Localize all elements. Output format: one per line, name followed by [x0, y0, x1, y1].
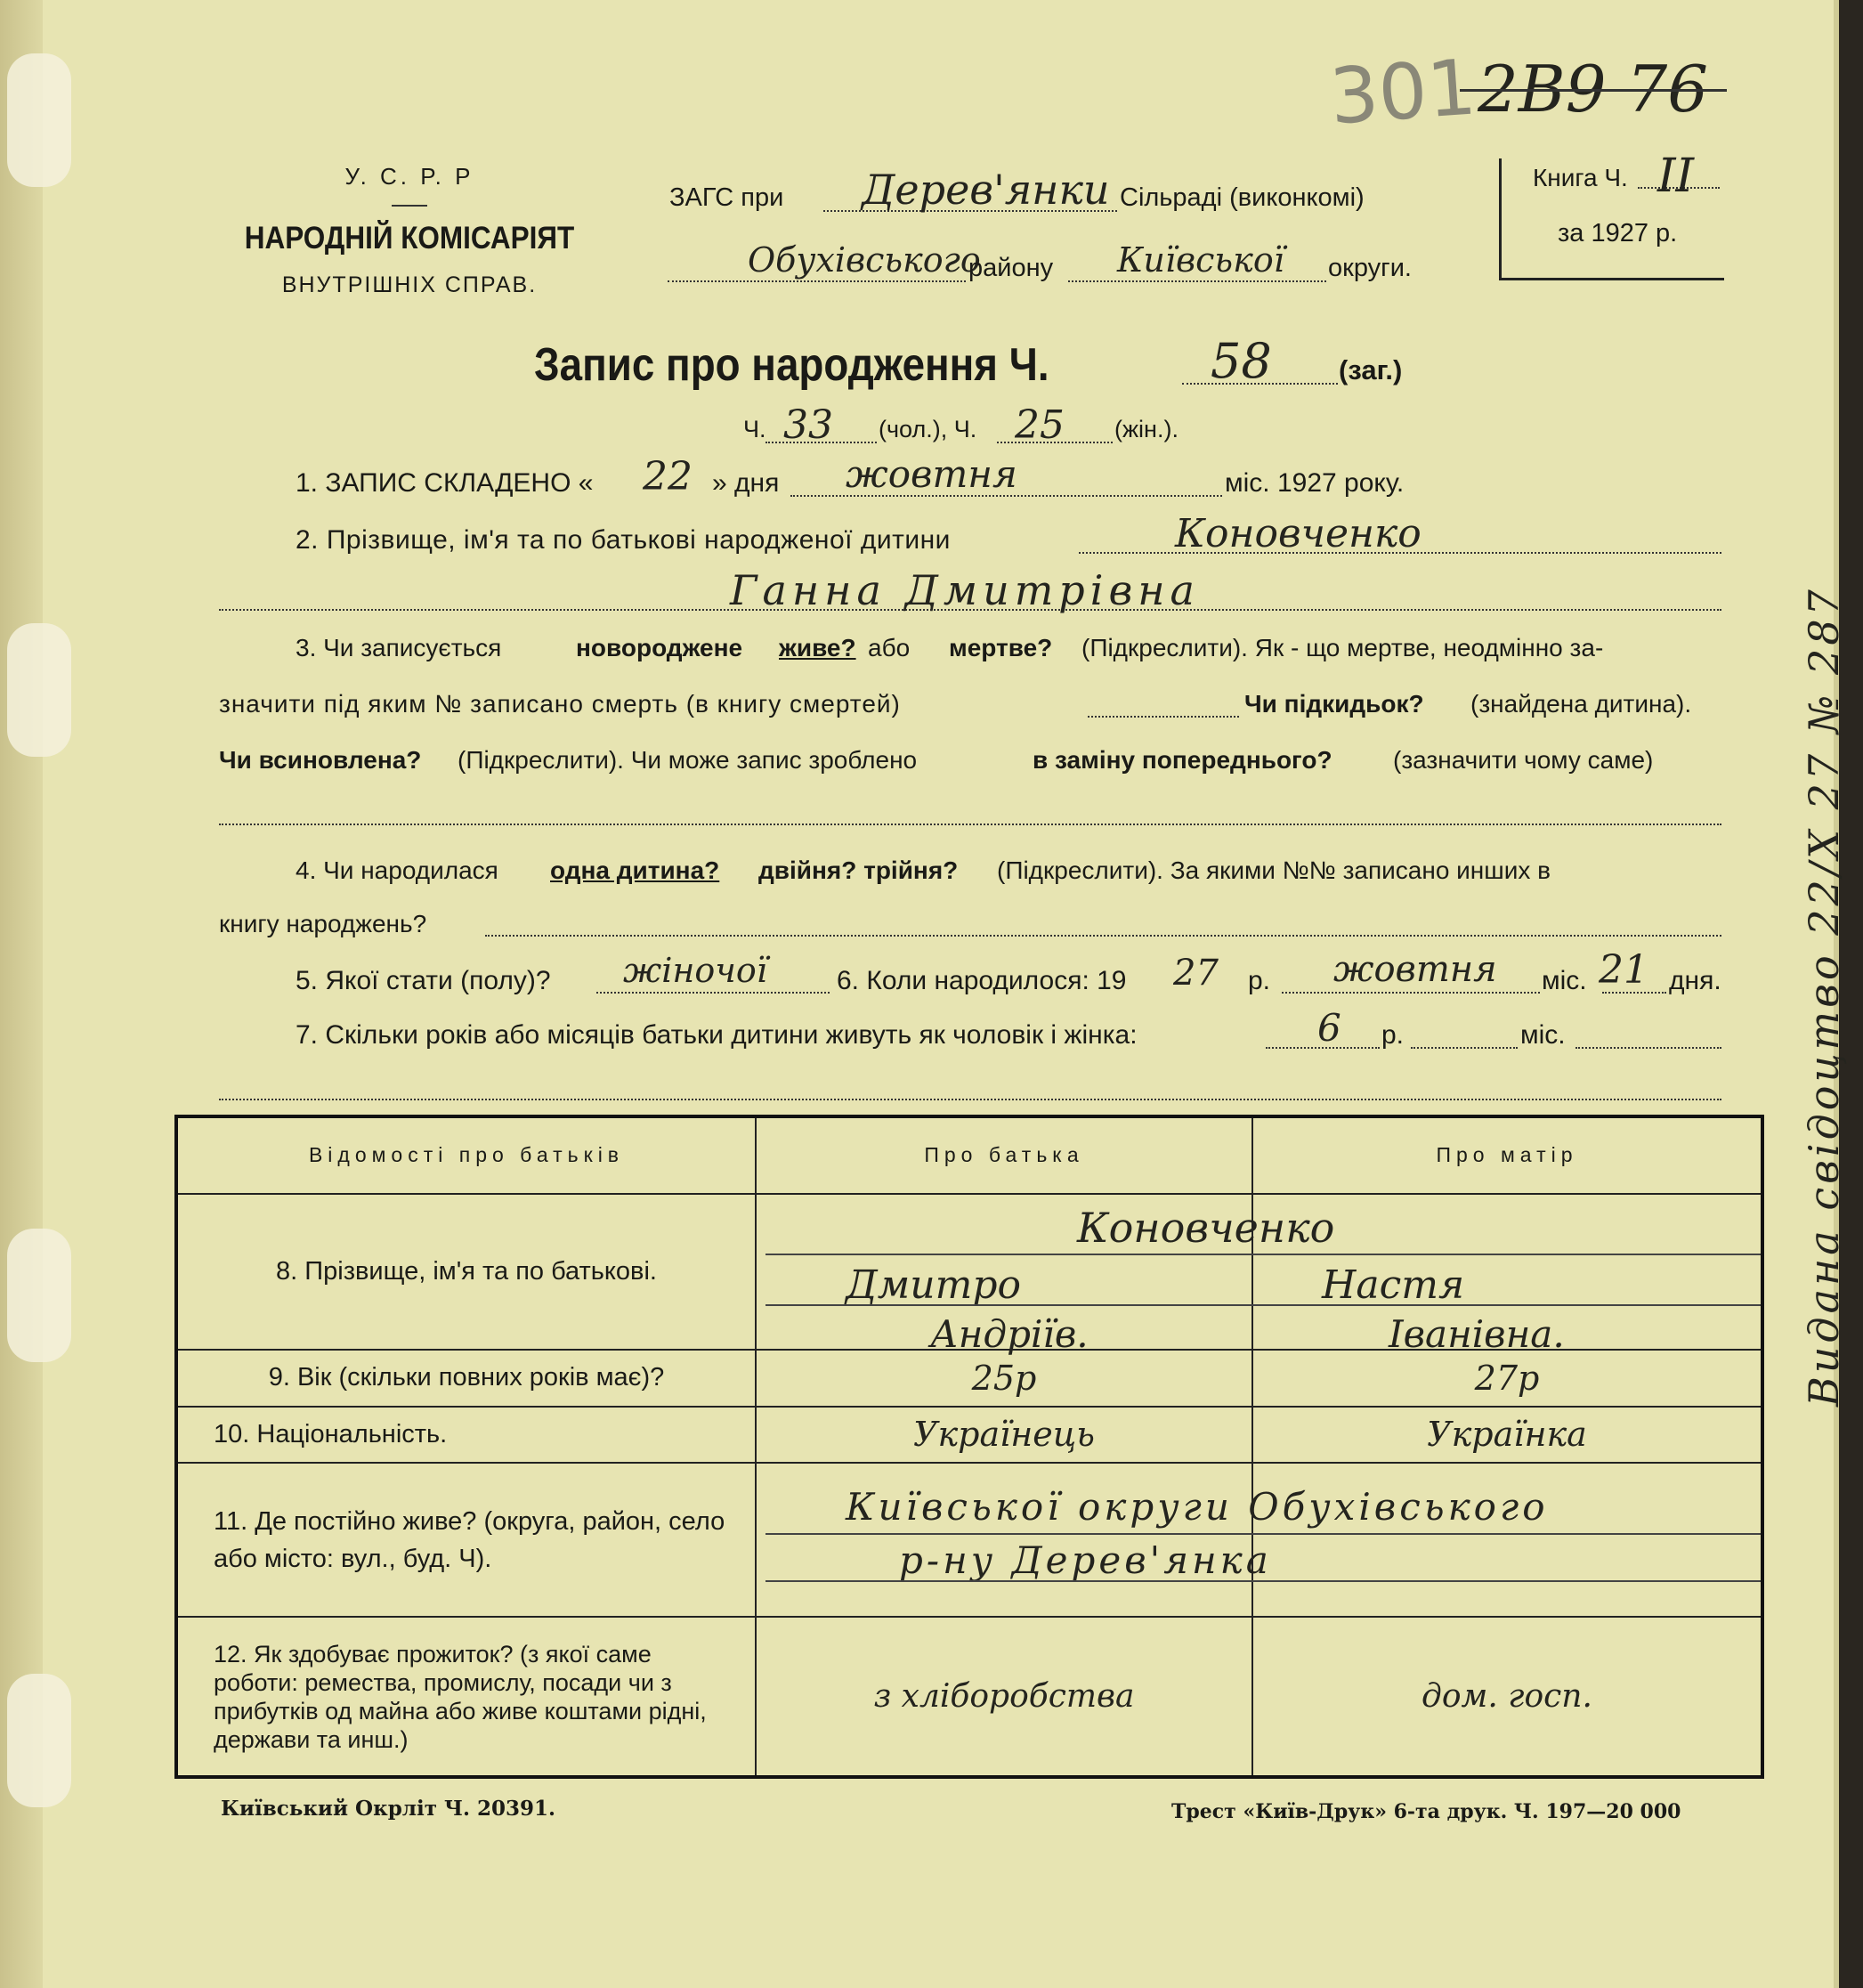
row-divider	[765, 1580, 1761, 1582]
side-note: Видана свідоцтво 22/Х 27 № 287	[1800, 586, 1848, 1407]
item3-text: значити під яким № записано смерть (в книгу смертей)	[219, 690, 901, 718]
raion-label: району	[968, 254, 1054, 282]
item6-r: р.	[1248, 966, 1271, 995]
item7-r: р.	[1381, 1020, 1405, 1050]
department-name: ВНУТРІШНІХ СПРАВ.	[281, 272, 538, 297]
binding-hole	[7, 1674, 71, 1807]
address-line-2: р-ну Дерев'янка	[899, 1538, 1272, 1582]
male-number: 33	[783, 402, 833, 448]
binding-hole	[7, 623, 71, 757]
item4-text: (Підкреслити). За якими №№ записано инших в	[997, 856, 1551, 884]
item3-text: (Підкреслити). Чи може запис зроблено	[458, 746, 918, 774]
birth-year-digits: 27	[1173, 953, 1219, 994]
item6-dnia: дня.	[1669, 966, 1721, 995]
book-label: Книга Ч.	[1533, 164, 1628, 191]
item3-alive-option: живе?	[779, 634, 856, 661]
item3-text: Чи всиновлена?	[219, 746, 422, 774]
item3-text: в заміну попереднього?	[1033, 746, 1332, 774]
female-label: (жін.).	[1114, 416, 1179, 442]
archive-pencil-number: 301	[1326, 43, 1479, 142]
book-year: за 1927 р.	[1558, 219, 1678, 247]
dotted-line	[668, 280, 966, 282]
item5-label: 5. Якої стати (полу)?	[296, 966, 551, 995]
child-name: Ганна Дмитрівна	[730, 566, 1200, 614]
document-title: Запис про народження Ч.	[534, 339, 1049, 391]
item1-month: жовтня	[846, 452, 1017, 496]
marriage-years: 6	[1317, 1006, 1341, 1050]
record-number: 58	[1211, 333, 1272, 389]
table-row-label: 10. Національність.	[176, 1407, 756, 1463]
father-occupation: з хліборобства	[756, 1617, 1252, 1777]
row-divider	[765, 1533, 1761, 1535]
dotted-line	[219, 824, 1721, 825]
child-sex: жіночої	[623, 951, 767, 990]
row-divider	[765, 1254, 1761, 1255]
item7-mis: міс.	[1520, 1020, 1566, 1050]
parents-surname: Коновченко	[1077, 1204, 1335, 1252]
birth-day: 21	[1599, 947, 1648, 993]
dotted-line	[1282, 992, 1540, 994]
item1-label: 1. ЗАПИС СКЛАДЕНО «	[296, 468, 594, 498]
male-prefix: Ч.	[743, 416, 766, 442]
father-first-name: Дмитро	[846, 1262, 1021, 1308]
okruha-label: округи.	[1328, 254, 1412, 282]
row-divider	[765, 1304, 1761, 1306]
binding-hole	[7, 1229, 71, 1362]
table-row-label: 9. Вік (скільки повних років має)?	[176, 1350, 756, 1406]
divider	[392, 205, 427, 207]
item1-day: 22	[643, 454, 693, 499]
mother-patronymic: Іванівна.	[1389, 1312, 1565, 1356]
book-number: II	[1657, 150, 1695, 203]
table-row-label: 12. Як здобуває прожиток? (з якої саме роботи: ремества, промислу, посади чи з прибутків од майна або живе коштами рідні, держави та инш.)	[176, 1617, 756, 1777]
item3-text: мертве?	[949, 634, 1053, 661]
mother-occupation: дом. госп.	[1252, 1617, 1762, 1777]
zags-prefix: ЗАГС при	[669, 183, 784, 212]
dotted-line	[219, 1099, 1721, 1100]
footer-left: Київський Окрліт Ч. 20391.	[221, 1797, 556, 1821]
item3-text: (Підкреслити). Як - що мертве, неодмінно за-	[1081, 634, 1604, 661]
table-header: Про батька	[756, 1116, 1252, 1194]
item3-text: або	[868, 634, 911, 661]
table-row-label: 8. Прізвище, ім'я та по батькові.	[176, 1194, 756, 1351]
male-label: (чол.), Ч.	[879, 416, 977, 442]
republic-name: У. С. Р. Р	[344, 163, 474, 190]
female-number: 25	[1015, 402, 1065, 448]
child-surname: Коновченко	[1175, 511, 1422, 556]
dotted-line	[485, 935, 1721, 937]
table-header: Про матір	[1252, 1116, 1762, 1194]
commissariat-name: НАРОДНІЙ КОМІСАРІЯТ	[244, 221, 575, 256]
item4-single-option: одна дитина?	[550, 856, 720, 884]
record-suffix: (заг.)	[1339, 354, 1403, 385]
item6-label: 6. Коли народилося: 19	[837, 966, 1127, 995]
item3-text: новороджене	[576, 634, 743, 661]
council-suffix: Сільраді (виконкомі)	[1120, 183, 1365, 212]
item1-mid: » дня	[712, 468, 780, 498]
parents-table	[174, 1115, 1764, 1779]
father-patronymic: Андріїв.	[930, 1312, 1089, 1356]
strike-line	[1460, 89, 1727, 92]
item1-tail: міс. 1927 року.	[1225, 468, 1405, 498]
okruha-value: Київської	[1117, 240, 1284, 280]
item6-mis: міс.	[1542, 966, 1587, 995]
dotted-line	[1088, 716, 1239, 718]
item3-text: (знайдена дитина).	[1470, 690, 1692, 718]
dotted-line	[596, 992, 830, 994]
item3-text: Чи підкидьок?	[1244, 690, 1424, 718]
item3-text: 3. Чи записується	[296, 634, 502, 661]
dotted-line	[1575, 1047, 1721, 1049]
mother-nationality: Українка	[1252, 1407, 1762, 1463]
item2-label: 2. Прізвище, ім'я та по батькові народженої дитини	[296, 525, 951, 555]
item4-text: двійня? трійня?	[758, 856, 959, 884]
dotted-line	[1411, 1047, 1518, 1049]
dotted-line	[1068, 280, 1326, 282]
table-header: Відомості про батьків	[176, 1116, 756, 1194]
footer-right: Трест «Київ-Друк» 6-та друк. Ч. 197—20 000	[1171, 1800, 1681, 1823]
item4-text: 4. Чи народилася	[296, 856, 498, 884]
birth-month: жовтня	[1333, 949, 1497, 990]
archive-ink-number: 2В9 76	[1478, 52, 1709, 126]
mother-first-name: Настя	[1322, 1262, 1465, 1308]
council-value: Дерев'янки	[862, 166, 1110, 214]
item3-text: (зазначити чому саме)	[1393, 746, 1654, 774]
item7-label: 7. Скільки років або місяців батьки дитини живуть як чоловік і жінка:	[296, 1020, 1138, 1050]
mother-age: 27р	[1252, 1350, 1762, 1406]
father-age: 25р	[756, 1350, 1252, 1406]
address-line-1: Київської округи Обухівського	[846, 1485, 1549, 1529]
raion-value: Обухівського	[748, 240, 981, 280]
binding-hole	[7, 53, 71, 187]
father-nationality: Українець	[756, 1407, 1252, 1463]
table-row-label: 11. Де постійно живе? (округа, район, село або місто: вул., буд. Ч).	[176, 1463, 756, 1618]
item4-text: книгу народжень?	[219, 910, 427, 937]
